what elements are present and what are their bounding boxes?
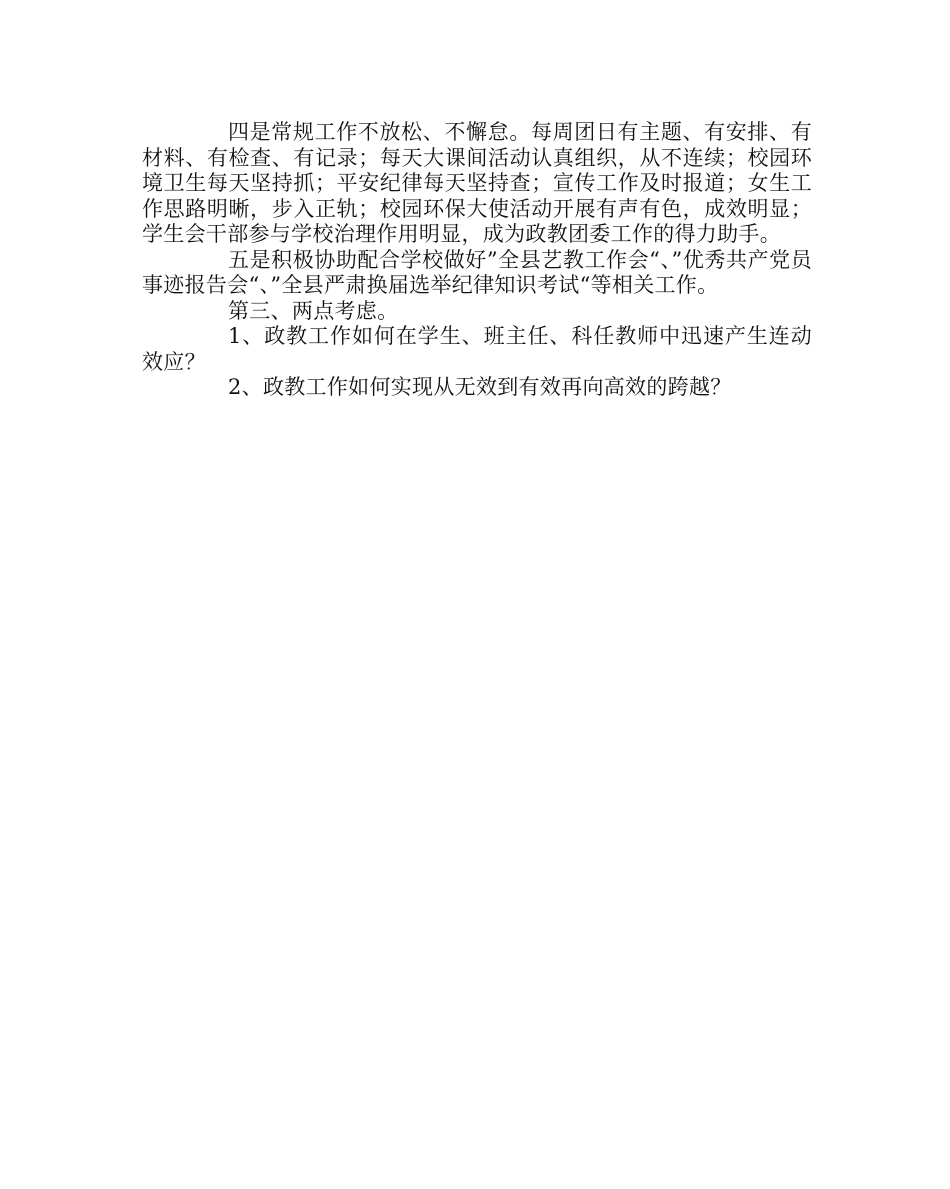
section-heading-two-considerations: 第三、两点考虑。	[228, 298, 399, 323]
paragraph-routine-work: 四是常规工作不放松、不懈怠。每周团日有主题、有安排、有材料、有检查、有记录；每天大课间活动认真组织，从不连续；校园环境卫生每天坚持抓；平安纪律每天坚持查；宣传工作及时报道；女生工作思路明晰，步入正轨；校园环保大使活动开展有声有色，成效明显；学生会干部参与学校治理作用明显，成为政教团委工作的得力助手。	[142, 120, 812, 246]
paragraph-assist-school: 五是积极协助配合学校做好”全县艺教工作会“、”优秀共产党员事迹报告会“、”全县严肃换届选举纪律知识考试“等相关工作。	[142, 247, 812, 297]
document-body	[142, 120, 812, 401]
paragraph-consideration-1: 1、政教工作如何在学生、班主任、科任教师中迅速产生连动效应？	[142, 324, 812, 374]
paragraph-consideration-2: 2、政教工作如何实现从无效到有效再向高效的跨越？	[228, 375, 732, 399]
